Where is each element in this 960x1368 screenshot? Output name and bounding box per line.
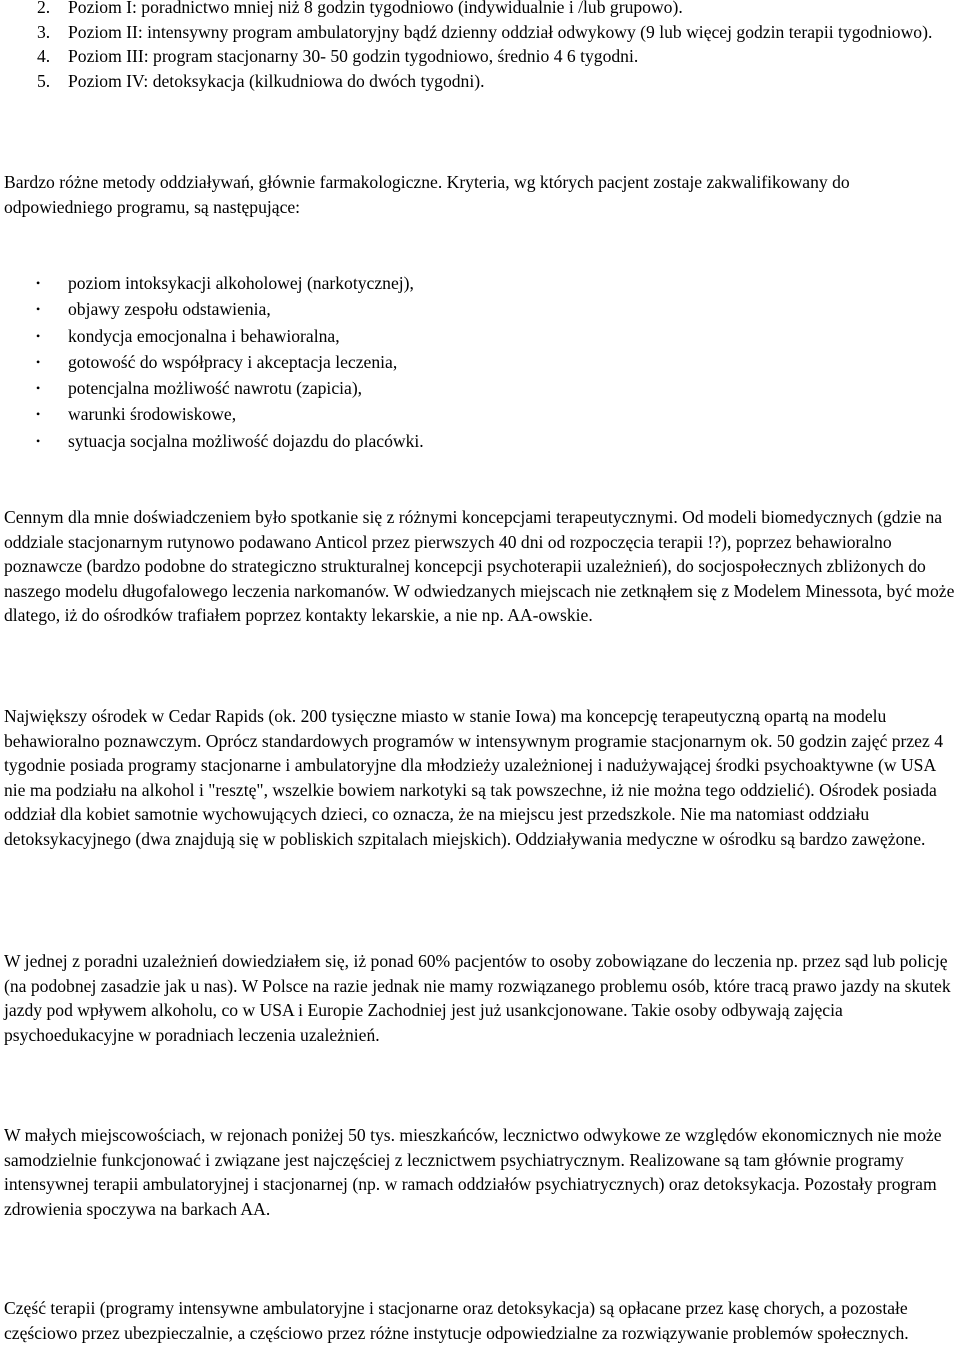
- list-item: [0, 69, 938, 94]
- list-item-text: Poziom I: poradnictwo mniej niż 8 godzin tygodniowo (indywidualnie i /lub grupowo).: [68, 0, 683, 17]
- list-item: [0, 0, 938, 20]
- bullet-item-text: poziom intoksykacji alkoholowej (narkotycznej),: [68, 273, 414, 293]
- bullet-icon: •: [36, 354, 41, 369]
- list-item: [0, 20, 938, 45]
- treatment-levels-list: [0, 0, 938, 93]
- bullet-item-text: potencjalna możliwość nawrotu (zapicia),: [68, 378, 363, 399]
- list-item-text: Poziom IV: detoksykacja (kilkudniowa do dwóch tygodni).: [68, 70, 485, 91]
- bullet-item-text: gotowość do współpracy i akceptacja leczenia,: [68, 351, 398, 372]
- bullet-item: [0, 270, 424, 296]
- paragraph-small-towns: W małych miejscowościach, w rejonach poniżej 50 tys. mieszkańców, lecznictwo odwykowe ze względów ekonomicznych nie może samodzielnie funkcjonować i związane jest najczęściej z lecznictwem psychiatrycznym. Realizowane są tam głównie programy intensywnej terapii ambulatoryjnej i stacjonarnej (np. w ramach oddziałów psychiatrycznych) oraz detoksykacja. Pozostały program zdrowienia spoczywa na barkach AA.: [4, 1125, 942, 1219]
- criteria-bullet-list: [0, 270, 424, 454]
- list-item-number: 4.: [37, 46, 51, 66]
- bullet-item: [0, 296, 424, 322]
- list-item: [0, 44, 938, 69]
- paragraph-criteria-intro: Bardzo różne metody oddziaływań, głównie farmakologiczne. Kryteria, wg których pacjent zostaje zakwalifikowany do odpowiedniego programu, są następujące:: [4, 172, 850, 217]
- list-item-number: 2.: [37, 0, 51, 17]
- bullet-item-text: warunki środowiskowe,: [68, 404, 237, 425]
- paragraph-therapeutic-concepts: Cennym dla mnie doświadczeniem było spotkanie się z różnymi koncepcjami terapeutycznymi. Od modeli biomedycznych (gdzie na oddziale stacjonarnym rutynowo podawano Anticol przez pierwszych 40 dni od rozpoczęcia terapii !?), poprzez behawioralno poznawcze (bardzo podobne do strategiczno strukturalnej koncepcji psychoterapii uzależnień), do socjospołecznych zbliżonych do naszego modelu długofalowego leczenia narkomanów. W odwiedzanych miejscach nie zetknąłem się z Modelem Minessota, być może dlatego, iż do ośrodków trafiałem poprzez kontakty lekarskie, a nie np. AA-owskie.: [4, 507, 955, 625]
- bullet-icon: •: [36, 381, 41, 396]
- bullet-icon: •: [36, 276, 41, 290]
- bullet-item: [0, 428, 424, 454]
- paragraph-funding: Część terapii (programy intensywne ambulatoryjne i stacjonarne oraz detoksykacja) są opłacane przez kasę chorych, a pozostałe częściowo przez ubezpieczalnie, a częściowo przez różne instytucje odpowiedzialne za rozwiązywanie problemów społecznych.: [4, 1298, 909, 1343]
- bullet-item: [0, 401, 424, 427]
- bullet-icon: •: [36, 302, 41, 317]
- list-item-text: Poziom II: intensywny program ambulatoryjny bądź dzienny oddział odwykowy (9 lub więcej godzin terapii tygodniowo).: [68, 21, 933, 42]
- list-item-text: Poziom III: program stacjonarny 30- 50 godzin tygodniowo, średnio 4 6 tygodni.: [68, 46, 639, 66]
- bullet-item-text: objawy zespołu odstawienia,: [68, 299, 271, 320]
- bullet-item: [0, 323, 424, 349]
- bullet-icon: •: [36, 433, 41, 448]
- bullet-item: [0, 349, 424, 375]
- list-item-number: 5.: [37, 70, 51, 91]
- bullet-icon: •: [36, 407, 41, 422]
- bullet-item: [0, 375, 424, 401]
- bullet-item-text: sytuacja socjalna możliwość dojazdu do placówki.: [68, 430, 424, 451]
- bullet-item-text: kondycja emocjonalna i behawioralna,: [68, 325, 340, 346]
- list-item-number: 3.: [37, 21, 51, 42]
- paragraph-addiction-clinic: W jednej z poradni uzależnień dowiedziałem się, iż ponad 60% pacjentów to osoby zobowiązane do leczenia np. przez sąd lub policję (na podobnej zasadzie jak u nas). W Polsce na razie jednak nie mamy rozwiązanego problemu osób, które tracą prawo jazdy na skutek jazdy pod wpływem alkoholu, co w USA i Europie Zachodniej jest już usankcjonowane. Takie osoby odbywają zajęcia psychoedukacyjne w poradniach leczenia uzależnień.: [4, 951, 951, 1045]
- paragraph-cedar-rapids: Największy ośrodek w Cedar Rapids (ok. 200 tysięczne miasto w stanie Iowa) ma koncepcję terapeutyczną opartą na modelu behawioralno poznawczym. Oprócz standardowych programów w intensywnym programie stacjonarnym ok. 50 godzin zajęć przez 4 tygodnie posiada programy stacjonarne i ambulatoryjne dla młodzieży uzależnionej i nadużywającej środki psychoaktywne (w USA nie ma podziału na alkohol i "resztę", wszelkie bowiem narkotyki są tak powszechne, iż nie można tego oddzielić). Ośrodek posiada oddział dla kobiet samotnie wychowujących dzieci, co oznacza, że na miejscu jest przedszkole. Nie ma natomiast oddziału detoksykacyjnego (dwa znajdują się w pobliskich szpitalach miejskich). Oddziaływania medyczne w ośrodku są bardzo zawężone.: [4, 706, 943, 849]
- bullet-icon: •: [36, 328, 41, 343]
